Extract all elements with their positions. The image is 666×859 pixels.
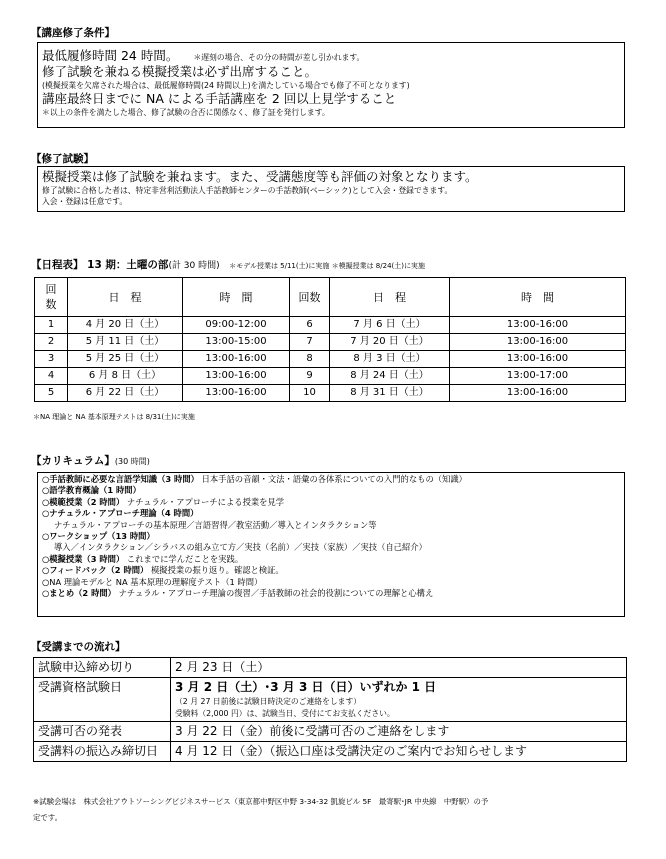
table-cell: 13:00-16:00	[450, 334, 626, 351]
flow-note: （2 月 27 日前後に試験日時決定のご連絡をします）	[175, 697, 362, 706]
curriculum-item-desc: これまでに学んだことを実践。	[124, 553, 244, 564]
table-row	[34, 722, 627, 742]
venue-note-line-1: ※試験会場は 株式会社アウトソーシングビジネスサービス（東京都中野区中野 3-34-32 凱旋ビル 5F 最寄駅･JR 中央線 中野駅）の予	[33, 797, 489, 806]
curriculum-item-title: ○ワークショップ（13 時間）	[42, 531, 155, 542]
table-cell: 8	[290, 351, 330, 368]
table-row	[34, 742, 627, 762]
flow-label: 試験申込締め切り	[34, 658, 171, 678]
schedule-footnote: ＊NA 理論と NA 基本原理テストは 8/31(土)に実施	[33, 413, 195, 421]
curriculum-item	[42, 577, 620, 588]
table-cell: 1	[35, 317, 68, 334]
flow-value-cell	[171, 678, 627, 722]
table-row	[35, 334, 626, 351]
tardy-note: ＊遅刻の場合、その分の時間が差し引かれます。	[193, 53, 365, 62]
table-cell: 7	[290, 334, 330, 351]
table-cell: 6	[290, 317, 330, 334]
flow-value: 2 月 23 日（土）	[171, 658, 627, 678]
curriculum-item-title: ○フィードバック（2 時間）	[42, 565, 149, 576]
table-cell: 13:00-17:00	[450, 368, 626, 385]
flow-label: 受講可否の発表	[34, 722, 171, 742]
curriculum-item-desc: 日本手話の音韻・文法・語彙の各体系についての入門的なもの（知識）	[198, 474, 467, 484]
table-cell: 7 月 6 日（土）	[330, 317, 450, 334]
flow-table	[33, 657, 627, 762]
curriculum-item-desc: ○NA 理論モデルと NA 基本原理の理解度テスト（1 時間）	[42, 576, 263, 587]
curriculum-item-title: ○ナチュラル・アプローチ理論（4 時間）	[42, 508, 199, 519]
table-row	[35, 385, 626, 402]
table-row	[34, 678, 627, 722]
min-hours-text: 最低履修時間 24 時間。	[42, 48, 179, 63]
mock-lesson-attendance: 修了試験を兼ねる模擬授業は必ず出席すること。	[42, 64, 318, 79]
curriculum-item	[42, 542, 620, 553]
curriculum-heading-title: 【カリキュラム】	[31, 455, 115, 467]
table-cell: 7 月 20 日（土）	[330, 334, 450, 351]
curriculum-box	[37, 472, 625, 617]
table-cell: 13:00-16:00	[183, 351, 290, 368]
curriculum-item	[42, 520, 620, 531]
curriculum-item	[42, 474, 620, 485]
flow-heading: 【受講までの流れ】	[31, 641, 126, 653]
exam-line-1: 模擬授業は修了試験を兼ねます。また、受講態度等も評価の対象となります。	[42, 169, 478, 184]
header-session-count-a: 回	[45, 283, 57, 296]
header-date: 日 程	[68, 278, 183, 317]
flow-value: 4 月 12 日（金）（振込口座は受講決定のご案内でお知らせします	[171, 742, 627, 762]
table-cell: 9	[290, 368, 330, 385]
table-cell: 3	[35, 351, 68, 368]
table-cell: 5 月 25 日（土）	[68, 351, 183, 368]
flow-value: 3 月 22 日（金）前後に受講可否のご連絡をします	[171, 722, 627, 742]
curriculum-item	[42, 554, 620, 565]
curriculum-item	[42, 588, 620, 599]
header-date-2: 日 程	[330, 278, 450, 317]
schedule-header-row	[35, 278, 626, 317]
header-time: 時 間	[183, 278, 290, 317]
table-cell: 5 月 11 日（土）	[68, 334, 183, 351]
table-cell: 13:00-16:00	[183, 368, 290, 385]
table-row	[34, 658, 627, 678]
curriculum-item-desc: 導入／インタラクション／シラバスの組み立て方／実技（名前）／実技（家族）／実技（自己紹介）	[54, 542, 427, 553]
table-cell: 8 月 24 日（土）	[330, 368, 450, 385]
table-cell: 4	[35, 368, 68, 385]
schedule-table	[34, 277, 626, 402]
curriculum-item-title: ○模範授業（2 時間）	[42, 496, 125, 507]
venue-note-line-2: 定です。	[33, 813, 62, 822]
curriculum-item-title: ○手話教師に必要な言語学知識（3 時間）	[42, 474, 199, 484]
schedule-heading-hours: (計 30 時間)	[168, 261, 220, 271]
curriculum-item-desc: 模擬授業の振り返り。確認と検証。	[148, 565, 284, 576]
exam-line-3: 入会・登録は任意です。	[42, 197, 128, 206]
curriculum-item	[42, 565, 620, 576]
flow-label: 受講資格試験日	[34, 678, 171, 722]
schedule-heading-title: 【日程表】 13 期：土曜の部	[31, 259, 169, 271]
header-session-count-2: 回数	[290, 278, 330, 317]
completion-line-1	[42, 45, 620, 64]
header-session-count-b: 数	[45, 298, 57, 311]
header-session-count	[35, 278, 68, 317]
header-time-2: 時 間	[450, 278, 626, 317]
table-cell: 10	[290, 385, 330, 402]
flow-note: 受験料（2,000 円）は、試験当日、受付にてお支払ください。	[175, 709, 395, 718]
flow-value: 3 月 2 日（土）･3 月 3 日（日）いずれか 1 日	[175, 680, 437, 694]
table-cell: 8 月 3 日（土）	[330, 351, 450, 368]
curriculum-item	[42, 497, 620, 508]
flow-label: 受講料の振込み締切日	[34, 742, 171, 762]
curriculum-item-desc: ナチュラル・アプローチによる授業を見学	[124, 496, 285, 507]
exam-line-2: 修了試験に合格した者は、特定非営利活動法人手話教師センターの手話教師(ベーシック)として入会・登録できます。	[42, 186, 453, 195]
curriculum-item	[42, 508, 620, 519]
curriculum-item-desc: ナチュラル・アプローチ理論の復習／手話教師の社会的役割についての理解と心構え	[115, 588, 434, 599]
table-cell: 09:00-12:00	[183, 317, 290, 334]
curriculum-heading-hours: (30 時間)	[114, 457, 150, 466]
table-cell: 13:00-16:00	[450, 351, 626, 368]
table-cell: 8 月 31 日（土）	[330, 385, 450, 402]
mock-lesson-note: (模擬授業を欠席された場合は、最低履修時間(24 時間以上)を満たしている場合でも修了不可となります)	[42, 81, 410, 90]
table-cell: 13:00-15:00	[183, 334, 290, 351]
table-cell: 5	[35, 385, 68, 402]
schedule-heading	[31, 258, 425, 273]
exam-heading: 【修了試験】	[31, 153, 94, 165]
table-cell: 2	[35, 334, 68, 351]
curriculum-item-title: ○まとめ（2 時間）	[42, 588, 116, 599]
completion-box	[37, 42, 625, 128]
table-cell: 13:00-16:00	[183, 385, 290, 402]
completion-heading: 【講座修了条件】	[31, 27, 115, 39]
observation-requirement: 講座最終日までに NA による手話講座を 2 回以上見学すること	[42, 91, 397, 106]
table-row	[35, 317, 626, 334]
curriculum-item	[42, 531, 620, 542]
curriculum-heading	[31, 454, 150, 469]
table-row	[35, 368, 626, 385]
curriculum-item-title: ○語学教育概論（1 時間）	[42, 485, 141, 496]
curriculum-item-desc: ナチュラル・アプローチの基本原理／言語習得／教室活動／導入とインタラクション等	[54, 519, 377, 530]
table-cell: 6 月 8 日（土）	[68, 368, 183, 385]
curriculum-item	[42, 485, 620, 496]
table-cell: 13:00-16:00	[450, 385, 626, 402]
curriculum-item-title: ○模擬授業（3 時間）	[42, 553, 125, 564]
table-row	[35, 351, 626, 368]
exam-box	[37, 166, 625, 212]
schedule-heading-note: ＊モデル授業は 5/11(土)に実施 ＊模擬授業は 8/24(土)に実施	[229, 262, 425, 270]
table-cell: 6 月 22 日（土）	[68, 385, 183, 402]
certificate-note: ＊以上の条件を満たした場合、修了試験の合否に関係なく、修了証を発行します。	[42, 108, 330, 117]
table-cell: 13:00-16:00	[450, 317, 626, 334]
table-cell: 4 月 20 日（土）	[68, 317, 183, 334]
